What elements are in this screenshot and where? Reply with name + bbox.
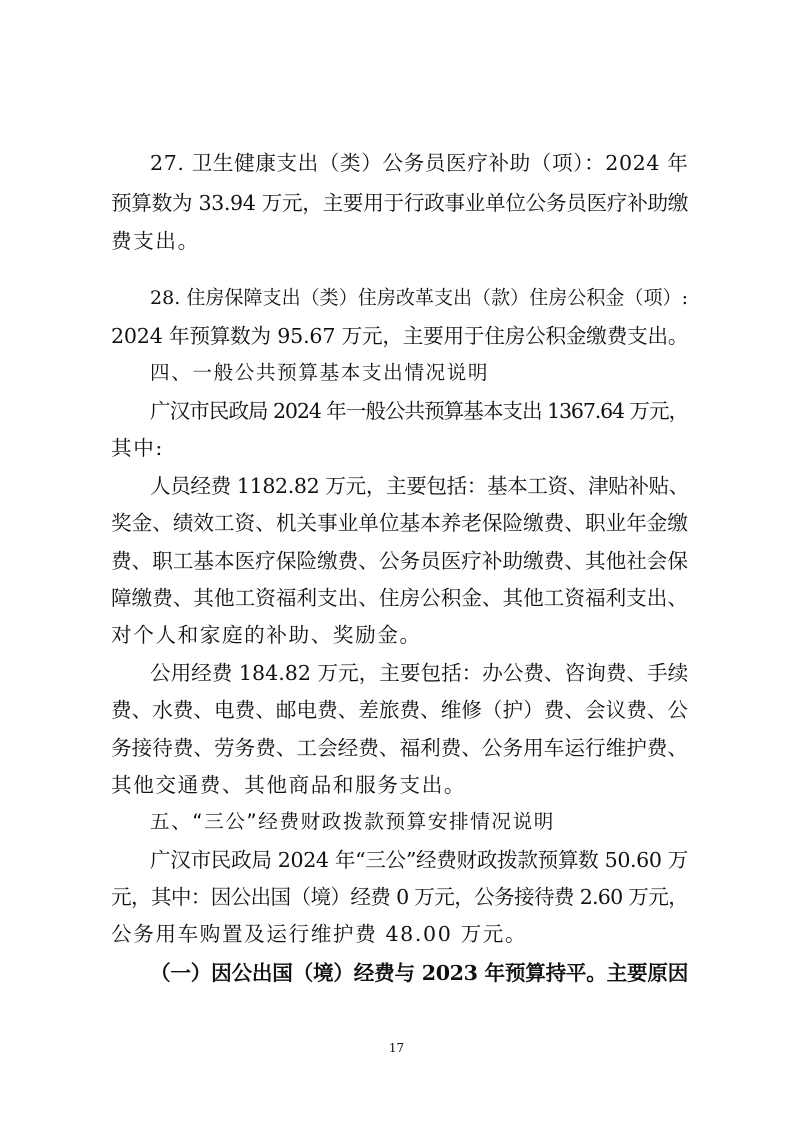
- basic-expense-line-2: 其中:: [111, 436, 164, 460]
- section-heading-5: 五、“三公”经费财政拨款预算安排情况说明: [150, 810, 555, 833]
- personnel-line-4: 障缴费、其他工资福利支出、住房公积金、其他工资福利支出、: [111, 586, 688, 610]
- three-public-line-1: 广汉市民政局 2024 年“三公”经费财政拨款预算数 50.60 万: [150, 848, 688, 872]
- three-public-line-3: 公务用车购置及运行维护费 48.00 万元。: [111, 922, 528, 946]
- basic-expense-line-1: 广汉市民政局 2024 年一般公共预算基本支出 1367.64 万元，: [150, 399, 688, 423]
- item-27-line-1: 27. 卫生健康支出（类）公务员医疗补助（项）：2024 年: [150, 151, 689, 175]
- page-number: 17: [388, 1041, 405, 1055]
- item-27-line-2: 预算数为 33.94 万元，主要用于行政事业单位公务员医疗补助缴: [111, 191, 688, 215]
- three-public-line-2: 元，其中：因公出国（境）经费 0 万元，公务接待费 2.60 万元，: [111, 885, 688, 909]
- subsection-1-line: （一）因公出国（境）经费与 2023 年预算持平。主要原因: [150, 961, 688, 985]
- personnel-line-3: 费、职工基本医疗保险缴费、公务员医疗补助缴费、其他社会保: [111, 549, 688, 573]
- personnel-line-1: 人员经费 1182.82 万元，主要包括：基本工资、津贴补贴、: [150, 474, 689, 498]
- public-expense-line-1: 公用经费 184.82 万元，主要包括：办公费、咨询费、手续: [150, 661, 689, 685]
- public-expense-line-2: 费、水费、电费、邮电费、差旅费、维修（护）费、会议费、公: [111, 698, 688, 722]
- public-expense-line-4: 其他交通费、其他商品和服务支出。: [111, 773, 467, 797]
- item-28-line-2: 2024 年预算数为 95.67 万元，主要用于住房公积金缴费支出。: [111, 324, 689, 348]
- section-heading-4: 四、一般公共预算基本支出情况说明: [150, 361, 490, 384]
- personnel-line-2: 奖金、绩效工资、机关事业单位基本养老保险缴费、职业年金缴: [111, 511, 688, 535]
- item-27-line-3: 费支出。: [111, 229, 200, 253]
- item-28-line-1: 28. 住房保障支出（类）住房改革支出（款）住房公积金（项）:: [150, 287, 688, 309]
- public-expense-line-3: 务接待费、劳务费、工会经费、福利费、公务用车运行维护费、: [111, 736, 688, 760]
- personnel-line-5: 对个人和家庭的补助、奖励金。: [111, 623, 422, 647]
